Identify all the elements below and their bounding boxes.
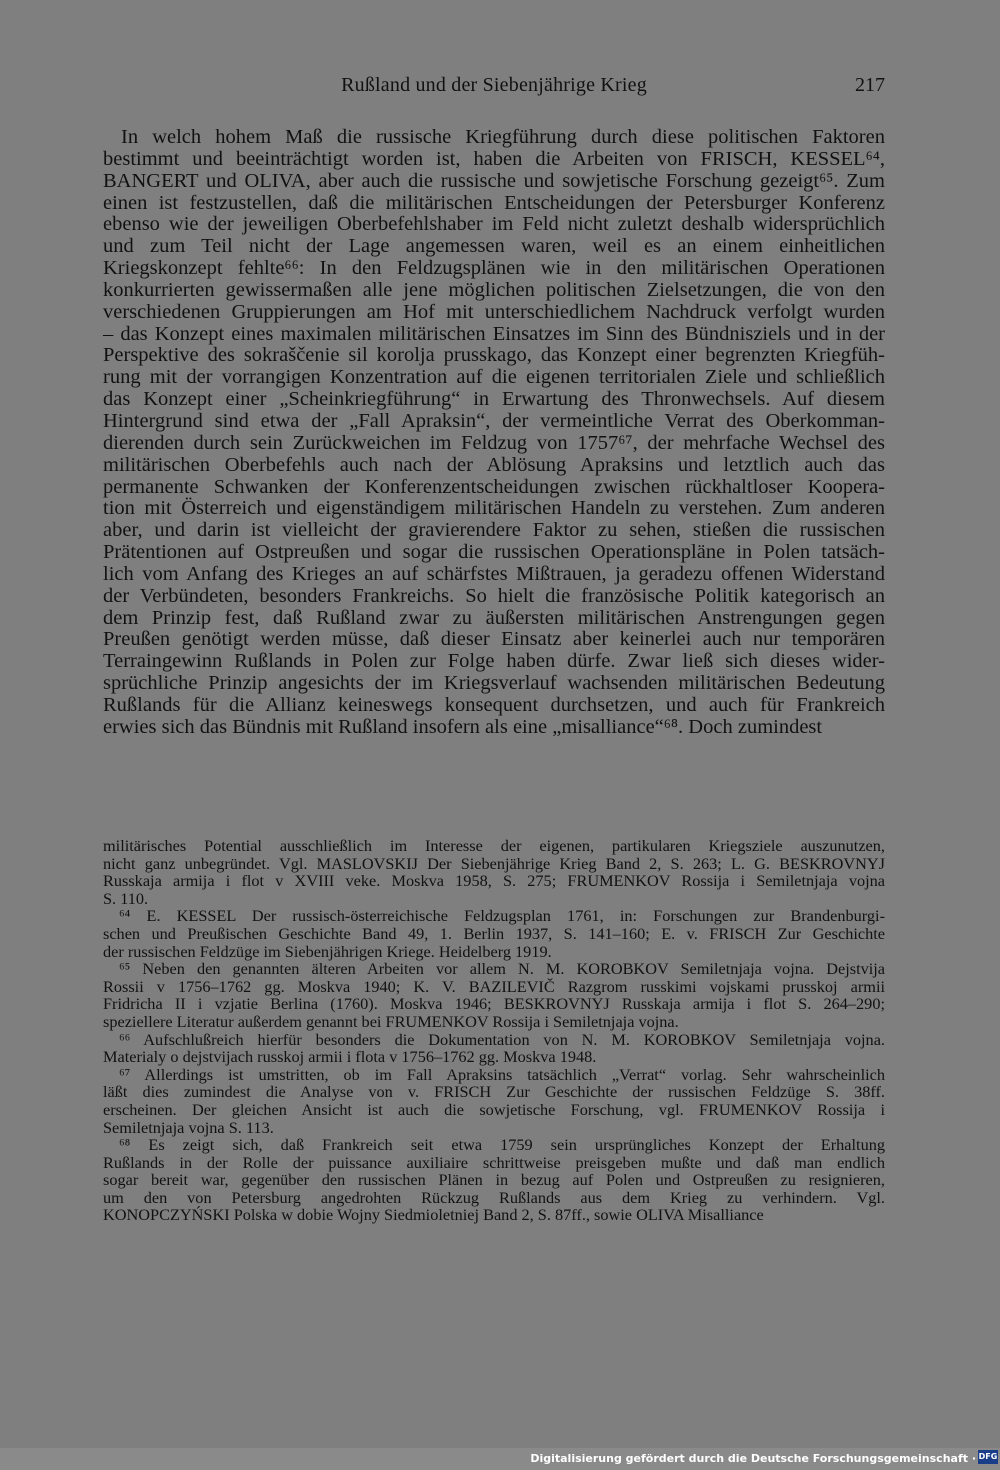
footnote-line: ⁶⁵ Neben den genannten älteren Arbeiten vor allem N. M. KOROBKOV Semiletnjaja vojna. Dejstvija [119, 959, 885, 979]
text-line: dem Prinzip fest, daß Rußland zwar zu äußersten militärischen Anstrengungen gegen [103, 606, 885, 629]
footnote-line: ⁶⁴ E. KESSEL Der russisch-österreichische Feldzugsplan 1761, in: Forschungen zur Brandenburgi- [119, 906, 885, 926]
footnote-line: ⁶⁷ Allerdings ist umstritten, ob im Fall Apraksins tatsächlich „Verrat“ vorlag. Sehr wahrscheinlich [119, 1064, 885, 1084]
page-header [103, 74, 885, 104]
footnote-line: ⁶⁸ Es zeigt sich, daß Frankreich seit etwa 1759 sein ursprüngliches Konzept der Erhaltung [119, 1135, 885, 1155]
text-line: lich vom Anfang des Krieges an auf schärfstes Mißtrauen, ja geradezu offenen Widerstand [103, 562, 885, 585]
text-line: einen ist festzustellen, daß die militärischen Entscheidungen der Petersburger Konferenz [103, 191, 885, 214]
footnote-line: sogar bereit war, gegenüber den russischen Plänen in bezug auf Polen und Ostpreußen zu resignieren, [103, 1170, 885, 1190]
text-line: militärischen Oberbefehls auch nach der Ablösung Apraksins und letztlich auch das [103, 453, 885, 476]
text-line: dierenden durch sein Zurückweichen im Feldzug von 1757⁶⁷, der mehrfache Wechsel des [103, 431, 885, 454]
footnote-line: KONOPCZYŃSKI Polska w dobie Wojny Siedmioletniej Band 2, S. 87ff., sowie OLIVA Misalliance [103, 1205, 764, 1225]
text-line: Rußlands für die Allianz keineswegs konsequent durchsetzen, und auch für Frankreich [103, 693, 885, 716]
text-line: konkurrierten gewissermaßen alle jene möglichen politischen Zielsetzungen, die von den [103, 278, 885, 301]
footnote-line: um den von Petersburg angedrohten Rückzug Rußlands aus dem Krieg zu verhindern. Vgl. [103, 1187, 885, 1207]
text-line: permanente Schwanken der Konferenzentscheidungen zwischen rückhaltloser Koopera- [103, 475, 885, 498]
text-line: der Verbündeten, besonders Frankreichs. So hielt die französische Politik kategorisch an [103, 584, 885, 607]
text-line: und zum Teil nicht der Lage angemessen waren, weil es an einem einheitlichen [103, 235, 885, 258]
footnote-line: schen und Preußischen Geschichte Band 49, 1. Berlin 1937, S. 141–160; E. v. FRISCH Zur Geschichte [103, 923, 885, 943]
text-line: rung mit der vorrangigen Konzentration auf die eigenen territorialen Ziele und schließlich [103, 366, 885, 389]
text-line: Preußen genötigt werden müsse, daß dieser Einsatz aber keinerlei auch nur temporären [103, 628, 885, 651]
footnote-line: Materialy o dejstvijach russkoj armii i flota v 1756–1762 gg. Moskva 1948. [103, 1047, 597, 1067]
text-line: Prätentionen auf Ostpreußen und sogar die russischen Operationspläne in Polen tatsäch- [103, 541, 885, 564]
text-line: das Konzept einer „Scheinkriegführung“ in Erwartung des Thronwechsels. Auf diesem [103, 388, 885, 411]
text-line: Terraingewinn Rußlands in Polen zur Folge haben dürfe. Zwar ließ sich dieses wider- [103, 650, 885, 673]
running-title: Rußland und der Siebenjährige Krieg [341, 74, 647, 96]
footnote-line: militärisches Potential ausschließlich im Interesse der eigenen, partikularen Kriegsziele auszunutzen, [103, 836, 885, 855]
digitization-credit: Digitalisierung gefördert durch die Deutsche Forschungsgemeinschaft · [530, 1452, 976, 1465]
text-line: – das Konzept eines maximalen militärischen Einsatzes im Sinn des Bündnisziels und in der [103, 322, 885, 345]
text-line: verschiedenen Gruppierungen am Hof mit unterschiedlichem Nachdruck verfolgt wurden [103, 300, 885, 323]
footnote-line: Russkaja armija i flot v XVIII veke. Moskva 1958, S. 275; FRUMENKOV Rossija i Semiletnjaja vojna [103, 871, 885, 891]
text-line: Perspektive des sokraščenie sil korolja prusskago, das Konzept einer begrenzten Kriegfüh- [103, 344, 885, 367]
footnote-line: Rossii v 1756–1762 gg. Moskva 1940; K. V. BAZILEVIČ Razgrom russkimi vojskami prusskoj armii [103, 976, 885, 996]
text-line: ebenso wie der jeweiligen Oberbefehlshaber im Feld nicht zuletzt deshalb widersprüchlich [103, 213, 885, 236]
text-line: erwies sich das Bündnis mit Rußland insofern als eine „misalliance“⁶⁸. Doch zumindest [103, 715, 823, 738]
footnote-line: S. 110. [103, 888, 149, 908]
text-line: Kriegskonzept fehlte⁶⁶: In den Feldzugsplänen wie in den militärischen Operationen [103, 257, 885, 280]
text-line: bestimmt und beeinträchtigt worden ist, haben die Arbeiten von FRISCH, KESSEL⁶⁴, [103, 147, 885, 170]
footnote-line: läßt dies zumindest die Analyse von v. FRISCH Zur Geschichte der russischen Feldzüge S. 38ff. [103, 1082, 885, 1102]
footnote-line: erscheinen. Der gleichen Ansicht ist auch die sowjetische Forschung, vgl. FRUMENKOV Rossija i [103, 1099, 885, 1119]
footnote-line: nicht ganz unbegründet. Vgl. MASLOVSKIJ Der Siebenjährige Krieg Band 2, S. 263; L. G. BESKROVNYJ [103, 853, 885, 873]
footnote-line: Rußlands in der Rolle der puissance auxiliaire schrittweise preisgeben mußte und daß man endlich [103, 1152, 885, 1172]
footnote-line: Semiletnjaja vojna S. 113. [103, 1117, 274, 1137]
footnote-line: speziellere Literatur außerdem genannt bei FRUMENKOV Rossija i Semiletnjaja vojna. [103, 1011, 679, 1031]
dfg-logo: DFG [978, 1450, 998, 1464]
text-line: aber, und darin ist vielleicht der gravierendere Faktor zu sehen, stießen die russischen [103, 519, 885, 542]
footnote-line: Fridricha II i vzjatie Berlina (1760). Moskva 1946; BESKROVNYJ Russkaja armija i flot S. 264–290; [103, 994, 885, 1014]
footnotes [103, 837, 885, 1224]
footnote-line: ⁶⁶ Aufschlußreich hierfür besonders die Dokumentation von N. M. KOROBKOV Semiletnjaja vojna. [119, 1029, 885, 1049]
page-number: 217 [855, 74, 885, 96]
main-text [103, 127, 885, 739]
text-line: BANGERT und OLIVA, aber auch die russische und sowjetische Forschung gezeigt⁶⁵. Zum [103, 169, 885, 192]
text-line: tion mit Österreich und eigenständigem militärischen Handeln zu verstehen. Zum anderen [103, 497, 885, 520]
text-line: In welch hohem Maß die russische Kriegführung durch diese politischen Faktoren [121, 126, 885, 148]
footnote-line: der russischen Feldzüge im Siebenjährigen Kriege. Heidelberg 1919. [103, 941, 552, 961]
text-line: Hintergrund sind etwa der „Fall Apraksin“, der vermeintliche Verrat des Oberkomman- [103, 409, 885, 432]
text-line: sprüchliche Prinzip angesichts der im Kriegsverlauf wachsenden militärischen Bedeutung [103, 672, 885, 695]
